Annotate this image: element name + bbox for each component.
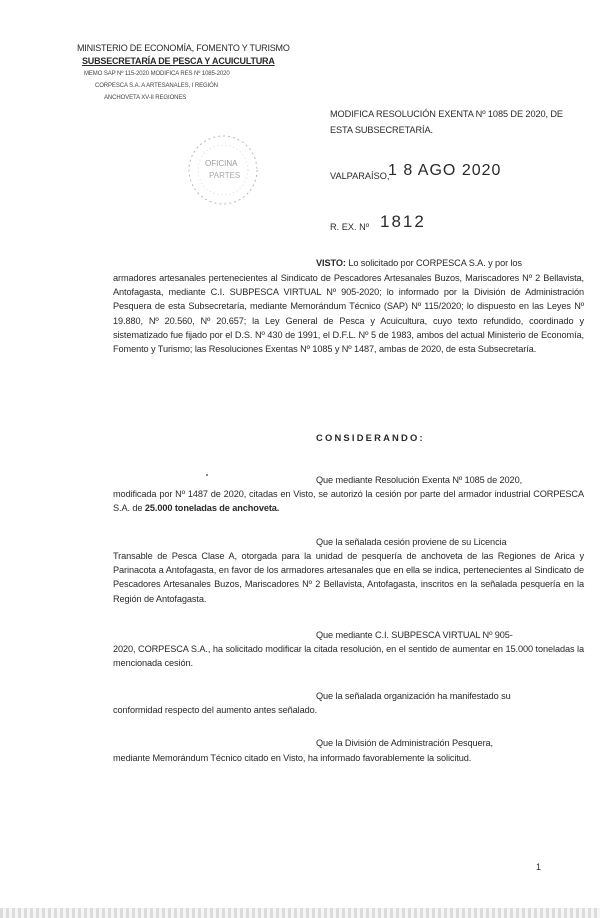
considerando-1-amount: 25.000 toneladas de anchoveta. <box>144 503 280 514</box>
visto-first-line <box>316 256 584 270</box>
reference-line-1: MEMO SAP Nº 115-2020 MODIFICA RES Nº 1085-2020 <box>84 71 230 77</box>
considerando-2-body: Transable de Pesca Clase A, otorgada para la unidad de pesquería de anchoveta de las Regiones de Arica y Parinacota a Antofagasta, en favor de los armadores artesanales que en ella se indica, pertenecientes al Sindicato de Pescadores Artesanales Buzos, Mariscadores Nº 2 Bellavista, Antofagasta, inscritos en la señalada pesquería en la Región de Antofagasta. <box>113 551 584 604</box>
visto-label: VISTO: <box>316 258 346 268</box>
resolution-number: 1812 <box>380 212 426 231</box>
place-label: VALPARAÍSO, <box>330 171 390 181</box>
ministry-name: MINISTERIO DE ECONOMÍA, FOMENTO Y TURISMO <box>77 43 290 53</box>
undersecretariat-name: SUBSECRETARÍA DE PESCA Y ACUICULTURA <box>82 56 275 66</box>
stamp-text-1: OFICINA <box>205 159 238 168</box>
considerando-1-text: modificada por Nº 1487 de 2020, citadas en Visto, se autorizó la cesión por parte del armador industrial CORPESCA S.A. de <box>113 489 584 514</box>
visto-paragraph: armadores artesanales pertenecientes al Sindicato de Pescadores Artesanales Buzos, Mariscadores Nº 2 Bellavista, Antofagasta, mediante C.I. SUBPESCA VIRTUAL Nº 905-2020; lo informado por la División de Administración Pesquera de esta Subsecretaría, mediante Memorándum Técnico (SAP) Nº 115/2020; lo dispuesto en las Leyes Nº 19.880, Nº 20.560, Nº 20.657; la Ley General de Pesca y Acuicultura, cuyo texto refundido, coordinado y sistematizado fue fijado por el D.S. Nº 430 de 1991, el D.F.L. Nº 5 de 1983, ambos del actual Ministerio de Economía, Fomento y Turismo; las Resoluciones Exentas Nº 1085 y Nº 1487, ambas de 2020, de esta Subsecretaría. <box>113 273 584 355</box>
office-stamp <box>183 130 263 210</box>
considerando-1-start: Que mediante Resolución Exenta Nº 1085 de 2020, <box>316 475 523 485</box>
considerando-4-start: Que la señalada organización ha manifestado su <box>316 691 511 701</box>
page-number: 1 <box>536 862 542 872</box>
visto-text-start: Lo solicitado por CORPESCA S.A. y por los <box>348 258 522 268</box>
scan-edge-artifact <box>0 908 600 918</box>
scan-mark <box>206 474 208 476</box>
reference-line-3: ANCHOVETA XV-II REGIONES <box>104 95 187 101</box>
stamp-text-2: PARTES <box>209 171 241 180</box>
considerando-4-body: conformidad respecto del aumento antes señalado. <box>113 705 318 715</box>
stamp-seal-icon <box>183 130 263 210</box>
considerando-3-start: Que mediante C.I. SUBPESCA VIRTUAL Nº 905- <box>316 630 513 640</box>
reference-line-2: CORPESCA S.A. A ARTESANALES, I REGIÓN <box>95 83 218 89</box>
resolution-number-label: R. EX. Nº <box>330 222 370 232</box>
resolution-subject: MODIFICA RESOLUCIÓN EXENTA Nº 1085 DE 2020, DE ESTA SUBSECRETARÍA. <box>330 109 563 135</box>
resolution-date: 1 8 AGO 2020 <box>388 162 502 179</box>
considerando-2-start: Que la señalada cesión proviene de su Licencia <box>316 537 507 547</box>
considerando-heading: CONSIDERANDO: <box>316 432 425 443</box>
considerando-3-body: 2020, CORPESCA S.A., ha solicitado modificar la citada resolución, en el sentido de aumentar en 15.000 toneladas la mencionada cesión. <box>113 644 584 669</box>
considerando-5-body: mediante Memorándum Técnico citado en Visto, ha informado favorablemente la solicitud. <box>113 753 472 763</box>
considerando-5-start: Que la División de Administración Pesquera, <box>316 738 493 748</box>
considerando-1-body <box>113 487 584 515</box>
